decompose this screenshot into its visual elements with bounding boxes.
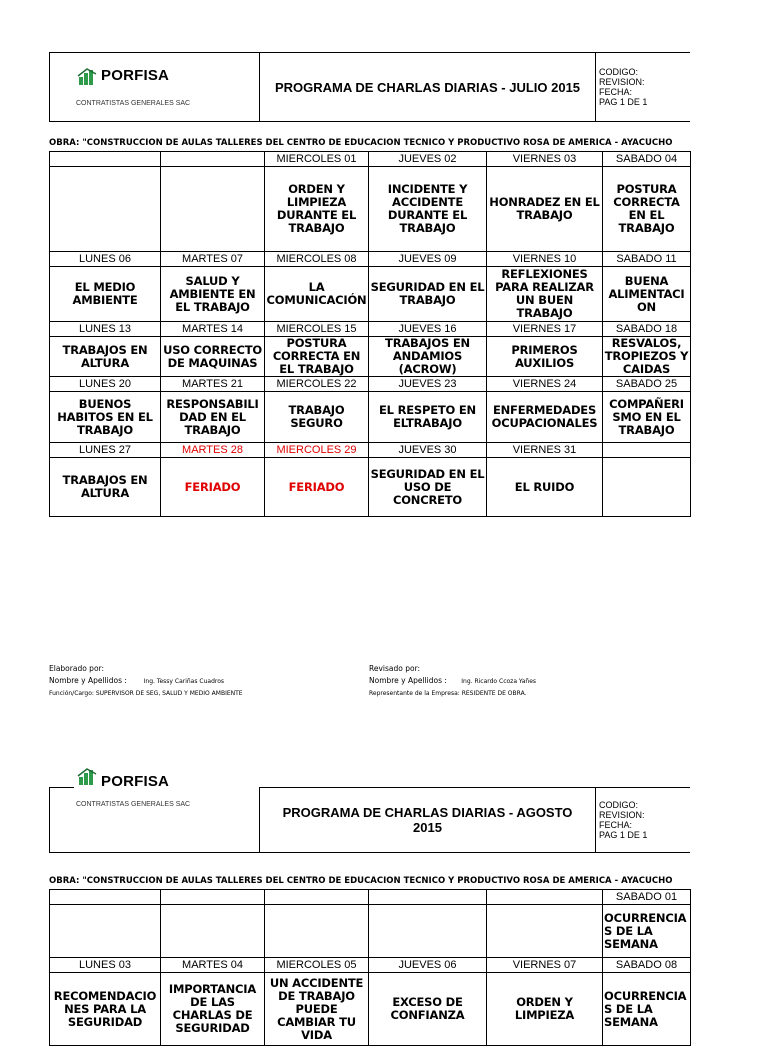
day-cell: [50, 890, 161, 905]
day-cell: SABADO 04: [603, 152, 691, 167]
meta-revision: REVISION:: [599, 77, 645, 87]
porfisa-logo-icon: [77, 767, 97, 787]
doc-meta-2: [596, 787, 690, 852]
day-cell: VIERNES 03: [487, 152, 603, 167]
topic-cell: LA COMUNICACIÓN: [265, 267, 369, 322]
company-name: PORFISA: [101, 773, 170, 790]
topic-cell: RESVALOS, TROPIEZOS Y CAIDAS: [603, 337, 691, 377]
august-header: [49, 773, 690, 853]
topic-row: [50, 973, 691, 1046]
topic-cell: [161, 167, 265, 252]
meta-pag: PAG 1 DE 1: [599, 830, 648, 840]
day-cell: MARTES 04: [161, 958, 265, 973]
topic-cell: POSTURA CORRECTA EN EL TRABAJO: [603, 167, 691, 252]
day-cell: MARTES 28: [161, 443, 265, 458]
august-title: [260, 787, 596, 852]
company-subtitle: CONTRATISTAS GENERALES SAC: [76, 801, 191, 808]
day-cell: JUEVES 30: [369, 443, 487, 458]
day-row: [50, 152, 691, 167]
day-row: [50, 252, 691, 267]
topic-row: [50, 458, 691, 517]
topic-cell: ORDEN Y LIMPIEZA: [487, 973, 603, 1046]
topic-cell: TRABAJOS EN ANDAMIOS (ACROW): [369, 337, 487, 377]
day-cell: LUNES 27: [50, 443, 161, 458]
topic-cell: EL RUIDO: [487, 458, 603, 517]
nombre-label-left: Nombre y Apellidos :: [49, 676, 127, 685]
topic-cell: BUENOS HABITOS EN EL TRABAJO: [50, 392, 161, 443]
topic-cell: COMPAÑERI SMO EN EL TRABAJO: [603, 392, 691, 443]
day-cell: MARTES 07: [161, 252, 265, 267]
day-cell: MIERCOLES 15: [265, 322, 369, 337]
company-name: PORFISA: [101, 67, 170, 84]
topic-cell: RECOMENDACIO NES PARA LA SEGURIDAD: [50, 973, 161, 1046]
day-cell: MARTES 21: [161, 377, 265, 392]
day-cell: JUEVES 02: [369, 152, 487, 167]
day-cell: LUNES 03: [50, 958, 161, 973]
day-row: [50, 958, 691, 973]
topic-cell: REFLEXIONES PARA REALIZAR UN BUEN TRABAJO: [487, 267, 603, 322]
topic-cell: [50, 905, 161, 958]
day-cell: [369, 890, 487, 905]
day-cell: SABADO 01: [603, 890, 691, 905]
day-cell: JUEVES 23: [369, 377, 487, 392]
topic-cell: ENFERMEDADES OCUPACIONALES: [487, 392, 603, 443]
day-cell: VIERNES 10: [487, 252, 603, 267]
meta-codigo: CODIGO:: [599, 800, 639, 810]
july-title: PROGRAMA DE CHARLAS DIARIAS - JULIO 2015: [260, 53, 596, 121]
signature-right: [369, 663, 536, 700]
day-cell: MARTES 14: [161, 322, 265, 337]
day-cell: SABADO 25: [603, 377, 691, 392]
day-cell: MIERCOLES 05: [265, 958, 369, 973]
day-cell: LUNES 13: [50, 322, 161, 337]
day-cell: LUNES 20: [50, 377, 161, 392]
topic-cell: SEGURIDAD EN EL TRABAJO: [369, 267, 487, 322]
meta-fecha: FECHA:: [599, 820, 633, 830]
topic-cell: [50, 167, 161, 252]
day-cell: MIERCOLES 22: [265, 377, 369, 392]
day-row: [50, 890, 691, 905]
day-cell: VIERNES 07: [487, 958, 603, 973]
meta-codigo: CODIGO:: [599, 67, 639, 77]
topic-cell: TRABAJOS EN ALTURA: [50, 458, 161, 517]
july-schedule-body: [50, 152, 691, 517]
topic-cell: [265, 905, 369, 958]
topic-cell: [161, 905, 265, 958]
topic-cell: FERIADO: [265, 458, 369, 517]
elaborado-label: Elaborado por:: [49, 664, 105, 673]
day-row: [50, 322, 691, 337]
topic-row: [50, 392, 691, 443]
day-cell: SABADO 11: [603, 252, 691, 267]
company-logo-block: [50, 53, 260, 121]
obra-line-2: OBRA: "CONSTRUCCION DE AULAS TALLERES DEL CENTRO DE EDUCACION TECNICO Y PRODUCTIVO ROSA DE AMERICA - AYACUCHO: [49, 876, 673, 886]
day-cell: JUEVES 16: [369, 322, 487, 337]
topic-cell: OCURRENCIA S DE LA SEMANA: [603, 973, 691, 1046]
topic-cell: EXCESO DE CONFIANZA: [369, 973, 487, 1046]
topic-cell: [487, 905, 603, 958]
topic-cell: HONRADEZ EN EL TRABAJO: [487, 167, 603, 252]
topic-row: [50, 337, 691, 377]
nombre-label-right: Nombre y Apellidos :: [369, 676, 447, 685]
day-cell: VIERNES 24: [487, 377, 603, 392]
day-cell: MIERCOLES 08: [265, 252, 369, 267]
company-logo-block-2: [50, 773, 260, 852]
day-cell: JUEVES 09: [369, 252, 487, 267]
day-cell: MIERCOLES 01: [265, 152, 369, 167]
day-row: [50, 377, 691, 392]
day-cell: JUEVES 06: [369, 958, 487, 973]
day-cell: SABADO 08: [603, 958, 691, 973]
day-cell: [265, 890, 369, 905]
cargo-right: Representante de la Empresa: RESIDENTE DE OBRA.: [369, 690, 527, 697]
porfisa-logo-icon: [77, 67, 97, 87]
day-cell: [487, 890, 603, 905]
meta-pag: PAG 1 DE 1: [599, 97, 648, 107]
day-cell: [50, 152, 161, 167]
topic-cell: PRIMEROS AUXILIOS: [487, 337, 603, 377]
topic-cell: BUENA ALIMENTACI ON: [603, 267, 691, 322]
meta-revision: REVISION:: [599, 810, 645, 820]
meta-fecha: FECHA:: [599, 87, 633, 97]
signature-left: [49, 663, 243, 700]
topic-row: [50, 167, 691, 252]
topic-cell: INCIDENTE Y ACCIDENTE DURANTE EL TRABAJO: [369, 167, 487, 252]
august-title-text: PROGRAMA DE CHARLAS DIARIAS - AGOSTO 2015: [282, 805, 573, 835]
topic-cell: EL MEDIO AMBIENTE: [50, 267, 161, 322]
day-row: [50, 443, 691, 458]
topic-row: [50, 905, 691, 958]
cargo-left: Función/Cargo: SUPERVISOR DE SEG, SALUD Y MEDIO AMBIENTE: [49, 690, 243, 697]
topic-cell: POSTURA CORRECTA EN EL TRABAJO: [265, 337, 369, 377]
august-schedule-table: [49, 889, 691, 1046]
nombre-value-left: Ing. Tessy Cariñas Cuadros: [143, 678, 225, 685]
day-cell: LUNES 06: [50, 252, 161, 267]
topic-cell: OCURRENCIA S DE LA SEMANA: [603, 905, 691, 958]
day-cell: VIERNES 31: [487, 443, 603, 458]
topic-cell: [369, 905, 487, 958]
company-subtitle: CONTRATISTAS GENERALES SAC: [76, 100, 191, 107]
topic-cell: SALUD Y AMBIENTE EN EL TRABAJO: [161, 267, 265, 322]
day-cell: VIERNES 17: [487, 322, 603, 337]
topic-cell: SEGURIDAD EN EL USO DE CONCRETO: [369, 458, 487, 517]
topic-cell: IMPORTANCIA DE LAS CHARLAS DE SEGURIDAD: [161, 973, 265, 1046]
topic-cell: ORDEN Y LIMPIEZA DURANTE EL TRABAJO: [265, 167, 369, 252]
topic-row: [50, 267, 691, 322]
topic-cell: TRABAJO SEGURO: [265, 392, 369, 443]
topic-cell: [603, 458, 691, 517]
day-cell: MIERCOLES 29: [265, 443, 369, 458]
day-cell: [161, 152, 265, 167]
topic-cell: USO CORRECTO DE MAQUINAS: [161, 337, 265, 377]
doc-meta: [596, 53, 690, 121]
topic-cell: EL RESPETO EN ELTRABAJO: [369, 392, 487, 443]
july-header: [49, 52, 690, 122]
revisado-label: Revisado por:: [369, 664, 421, 673]
topic-cell: RESPONSABILI DAD EN EL TRABAJO: [161, 392, 265, 443]
nombre-value-right: Ing. Ricardo Ccoza Yañes: [461, 678, 537, 685]
july-schedule-table: [49, 151, 691, 517]
topic-cell: TRABAJOS EN ALTURA: [50, 337, 161, 377]
day-cell: [603, 443, 691, 458]
day-cell: [161, 890, 265, 905]
day-cell: SABADO 18: [603, 322, 691, 337]
august-schedule-body: [50, 890, 691, 1046]
obra-line: OBRA: "CONSTRUCCION DE AULAS TALLERES DEL CENTRO DE EDUCACION TECNICO Y PRODUCTIVO ROSA DE AMERICA - AYACUCHO: [49, 138, 673, 148]
topic-cell: FERIADO: [161, 458, 265, 517]
topic-cell: UN ACCIDENTE DE TRABAJO PUEDE CAMBIAR TU VIDA: [265, 973, 369, 1046]
